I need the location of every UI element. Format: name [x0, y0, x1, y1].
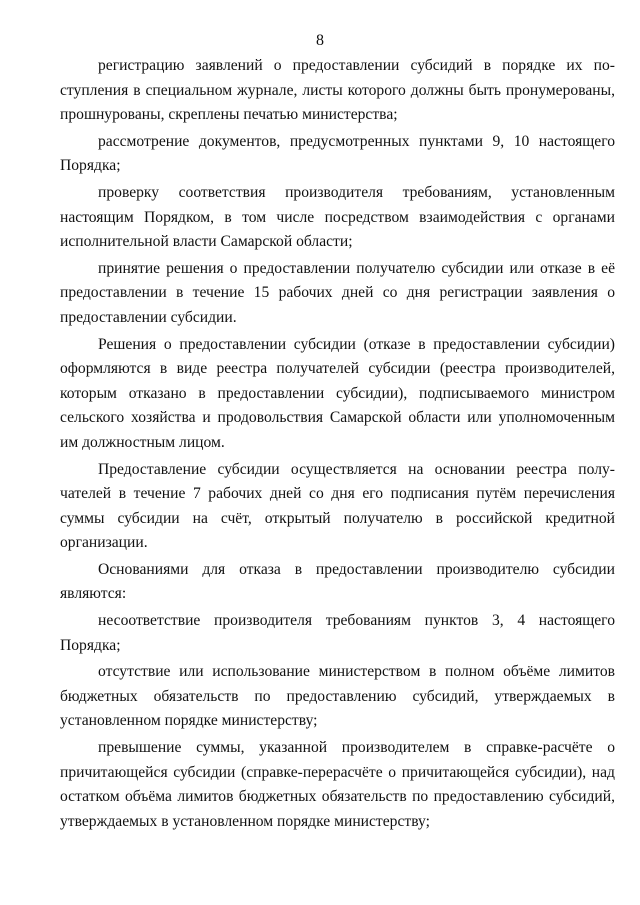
- paragraph-document-review: рассмотрение документов, предусмотренных пунктами 9, 10 настоящего Порядка;: [60, 132, 615, 175]
- paragraph-decision-registry: Решения о предоставлении субсидии (отказе в предоставлении субсидии) оформляются в виде реестра получателей субсидии (реестра производителей, которым отказано в предоставлении субсидии), подписываемого министром сельского хозяйства и продовольствия Самарской области или уполномоченным им должностным лицом.: [60, 335, 615, 451]
- paragraph-refusal-limits: отсутствие или использование министерством в полном объёме лимитов бюджетных обязательств по предоставлению субсидий, утверждаемых в установленном порядке министерству;: [60, 663, 615, 730]
- document-body: [60, 54, 615, 836]
- paragraph-refusal-grounds: Основаниями для отказа в предоставлении производителю субсидии являются:: [60, 560, 615, 603]
- page-number: 8: [316, 32, 324, 49]
- paragraph-refusal-excess: превышение суммы, указанной производителем в справке-расчёте о причитающейся субсидии (справке-перерасчёте о причитающейся субсидии), над остатком объёма лимитов бюджетных обязательств по предоставлению субсидий, утверждаемых в установленном порядке министерству;: [60, 739, 615, 830]
- paragraph-refusal-noncompliance: несоответствие производителя требованиям пунктов 3, 4 настоящего Порядка;: [60, 612, 615, 654]
- paragraph-decision: принятие решения о предоставлении получателю субсидии или отказе в её предоставлении в течение 15 рабочих дней со дня регистрации заявления о предоставлении субсидии.: [60, 259, 615, 326]
- paragraph-payment: Предоставление субсидии осуществляется на основании реестра получателей в течение 7 рабочих дней со дня его подписания путём перечисления суммы субсидии на счёт, открытый получателю в российской кредитной организации.: [60, 460, 615, 552]
- paragraph-producer-check: проверку соответствия производителя требованиям, установленным настоящим Порядком, в том числе посредством взаимодействия с органами исполнительной власти Самарской области;: [60, 183, 615, 251]
- paragraph-registration: регистрацию заявлений о предоставлении субсидий в порядке их поступления в специальном журнале, листы которого должны быть пронумерованы, прошнурованы, скреплены печатью министерства;: [60, 57, 615, 124]
